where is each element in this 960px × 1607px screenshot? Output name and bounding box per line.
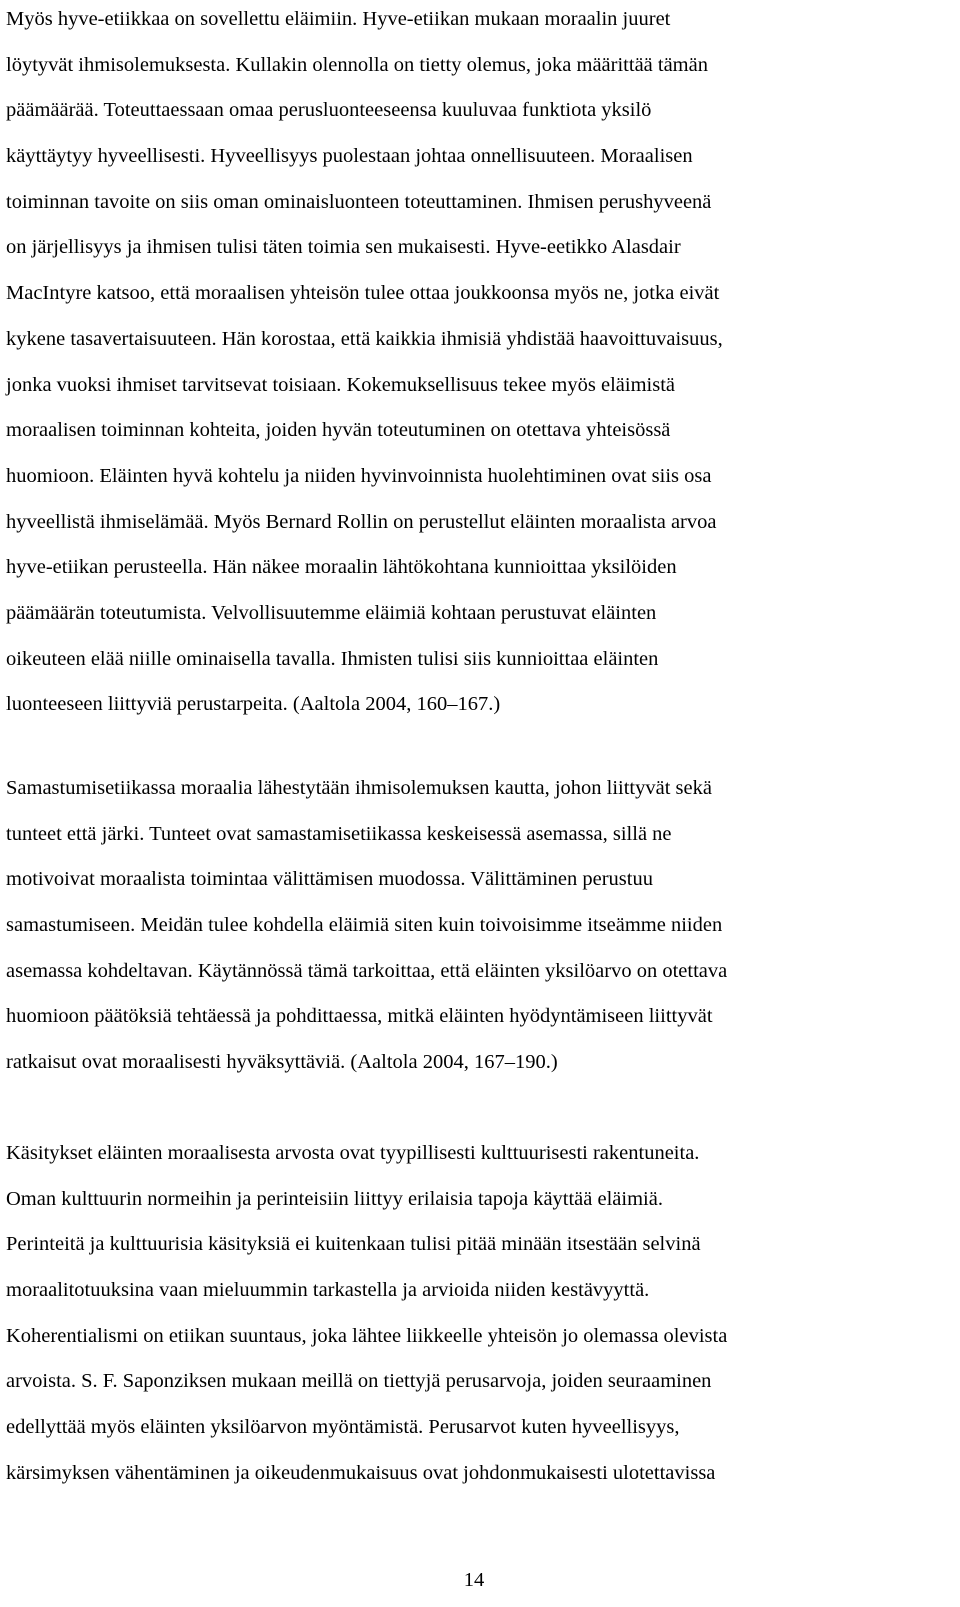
paragraph-cultural-conceptions [6, 1131, 727, 1497]
text-line: moraalitotuuksina vaan mieluummin tarkastella ja arvioida niiden kestävyyttä. [6, 1279, 650, 1302]
text-line: MacIntyre katsoo, että moraalisen yhteisön tulee ottaa joukkoonsa myös ne, jotka eivät [6, 282, 720, 305]
paragraph-identification-ethics [6, 766, 727, 1086]
text-line: huomioon päätöksiä tehtäessä ja pohdittaessa, mitkä eläinten hyödyntämiseen liittyvät [6, 1005, 713, 1028]
text-line: Käsitykset eläinten moraalisesta arvosta ovat tyypillisesti kulttuurisesti rakentuneita. [6, 1142, 700, 1164]
text-line: hyve-etiikan perusteella. Hän näkee moraalin lähtökohtana kunnioittaa yksilöiden [6, 556, 677, 579]
text-line: Perinteitä ja kulttuurisia käsityksiä ei kuitenkaan tulisi pitää minään itsestään selvinä [6, 1233, 701, 1256]
text-line: ratkaisut ovat moraalisesti hyväksyttäviä. (Aaltola 2004, 167–190.) [6, 1051, 558, 1074]
text-line: edellyttää myös eläinten yksilöarvon myöntämistä. Perusarvot kuten hyveellisyys, [6, 1416, 680, 1439]
text-line: päämäärän toteutumista. Velvollisuutemme eläimiä kohtaan perustuvat eläinten [6, 601, 657, 624]
text-line: samastumiseen. Meidän tulee kohdella eläimiä siten kuin toivoisimme itseämme niiden [6, 914, 723, 937]
text-line: oikeuteen elää niille ominaisella tavalla. Ihmisten tulisi siis kunnioittaa eläinten [6, 647, 659, 670]
text-line: moraalisen toiminnan kohteita, joiden hyvän toteutuminen on otettava yhteisössä [6, 419, 671, 442]
text-line: Oman kulttuurin normeihin ja perinteisiin liittyy erilaisia tapoja käyttää eläimiä. [6, 1187, 663, 1210]
text-line: asemassa kohdeltavan. Käytännössä tämä tarkoittaa, että eläinten yksilöarvo on otettava [6, 959, 728, 982]
text-line: päämäärää. Toteuttaessaan omaa perusluonteeseensa kuuluvaa funktiota yksilö [6, 99, 652, 122]
text-line: on järjellisyys ja ihmisen tulisi täten toimia sen mukaisesti. Hyve-eetikko Alasdair [6, 236, 681, 259]
paragraph-virtue-ethics [6, 0, 723, 728]
text-line: käyttäytyy hyveellisesti. Hyveellisyys puolestaan johtaa onnellisuuteen. Moraalisen [6, 145, 693, 168]
text-line: kykene tasavertaisuuteen. Hän korostaa, että kaikkia ihmisiä yhdistää haavoittuvaisuus, [6, 327, 723, 350]
text-line: löytyvät ihmisolemuksesta. Kullakin olennolla on tietty olemus, joka määrittää tämän [6, 53, 708, 76]
text-line: Koherentialismi on etiikan suuntaus, joka lähtee liikkeelle yhteisön jo olemassa olevista [6, 1324, 728, 1347]
text-line: jonka vuoksi ihmiset tarvitsevat toisiaan. Kokemuksellisuus tekee myös eläimistä [6, 373, 675, 396]
text-line: tunteet että järki. Tunteet ovat samastamisetiikassa keskeisessä asemassa, sillä ne [6, 822, 672, 845]
text-line: Myös hyve-etiikkaa on sovellettu eläimiin. Hyve-etiikan mukaan moraalin juuret [6, 8, 671, 30]
text-line: Samastumisetiikassa moraalia lähestytään ihmisolemuksen kautta, johon liittyvät sekä [6, 777, 712, 799]
text-line: toiminnan tavoite on siis oman ominaisluonteen toteuttaminen. Ihmisen perushyveenä [6, 190, 712, 213]
text-line: motivoivat moraalista toimintaa välittämisen muodossa. Välittäminen perustuu [6, 868, 653, 891]
page-number: 14 [463, 1569, 485, 1591]
text-line: luonteeseen liittyviä perustarpeita. (Aaltola 2004, 160–167.) [6, 693, 501, 716]
text-line: huomioon. Eläinten hyvä kohtelu ja niiden hyvinvoinnista huolehtiminen ovat siis osa [6, 464, 712, 487]
text-line: hyveellistä ihmiselämää. Myös Bernard Rollin on perustellut eläinten moraalista arvoa [6, 510, 717, 533]
text-line: arvoista. S. F. Saponziksen mukaan meillä on tiettyjä perusarvoja, joiden seuraaminen [6, 1370, 712, 1393]
text-line: kärsimyksen vähentäminen ja oikeudenmukaisuus ovat johdonmukaisesti ulotettavissa [6, 1461, 716, 1484]
